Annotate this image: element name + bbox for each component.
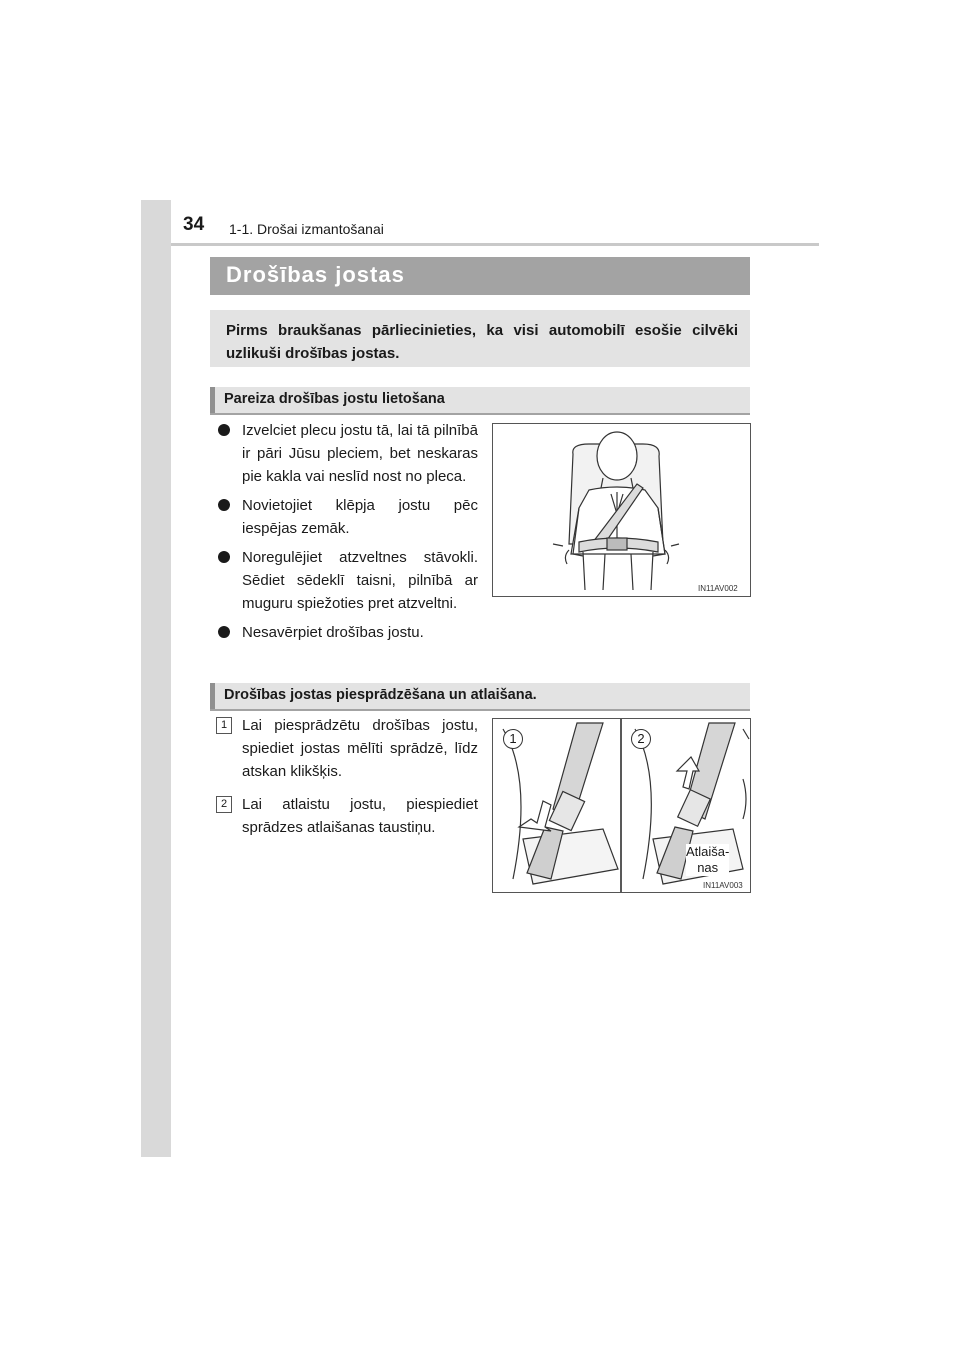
bullet-dot-icon (218, 626, 230, 638)
callout-2: 2 (631, 729, 651, 749)
seated-person-illustration (493, 424, 750, 596)
subheading-text: Drošības jostas piesprādzēšana un atlaišana. (224, 687, 537, 703)
page-number: 34 (183, 214, 205, 235)
list-item (216, 793, 478, 839)
page-title: Drošības jostas (226, 262, 405, 287)
subheading-accent (210, 683, 215, 709)
intro-box (210, 310, 750, 367)
callout-1: 1 (503, 729, 523, 749)
subheading-fasten-release (210, 683, 750, 711)
step-text: Lai atlaistu jostu, piespiediet sprādzes atlaišanas taustiņu. (242, 796, 478, 836)
list-item: Nesavērpiet drošības jostu. (216, 621, 478, 644)
step-text: Lai piesprādzētu drošības jostu, spiediet jostas mēlīti sprādzē, līdz atskan klikšķis. (242, 717, 478, 780)
bullet-dot-icon (218, 499, 230, 511)
buckle-figure (492, 718, 751, 893)
side-margin-bar (141, 200, 171, 1157)
list-item: Novietojiet klēpja jostu pēc iespējas zemāk. (216, 494, 478, 540)
step-list (216, 714, 478, 849)
figure-code: IN11AV003 (703, 881, 743, 890)
section-label: 1-1. Drošai izmantošanai (229, 221, 384, 237)
figure-code: IN11AV002 (698, 584, 738, 593)
bullet-dot-icon (218, 551, 230, 563)
list-item: Noregulējiet atzveltnes stāvokli. Sēdiet sēdeklī taisni, pilnībā ar muguru spiežoties pret atzveltni. (216, 546, 478, 615)
header-rule (171, 243, 819, 246)
seated-person-figure (492, 423, 751, 597)
title-bar (210, 257, 750, 295)
intro-text: Pirms braukšanas pārliecinieties, ka visi automobilī esošie cilvēki uzlikuši drošības jostas. (226, 322, 738, 362)
list-item: Izvelciet plecu jostu tā, lai tā pilnībā ir pāri Jūsu pleciem, bet neskaras pie kakla vai neslīd nost no pleca. (216, 419, 478, 488)
bullet-list (216, 419, 478, 650)
bullet-dot-icon (218, 424, 230, 436)
subheading-text: Pareiza drošības jostu lietošana (224, 391, 445, 407)
subheading-accent (210, 387, 215, 413)
step-number: 2 (216, 796, 232, 813)
release-label: Atlaiša- nas (686, 844, 730, 875)
step-number: 1 (216, 717, 232, 734)
subheading-correct-use (210, 387, 750, 415)
list-item (216, 714, 478, 783)
